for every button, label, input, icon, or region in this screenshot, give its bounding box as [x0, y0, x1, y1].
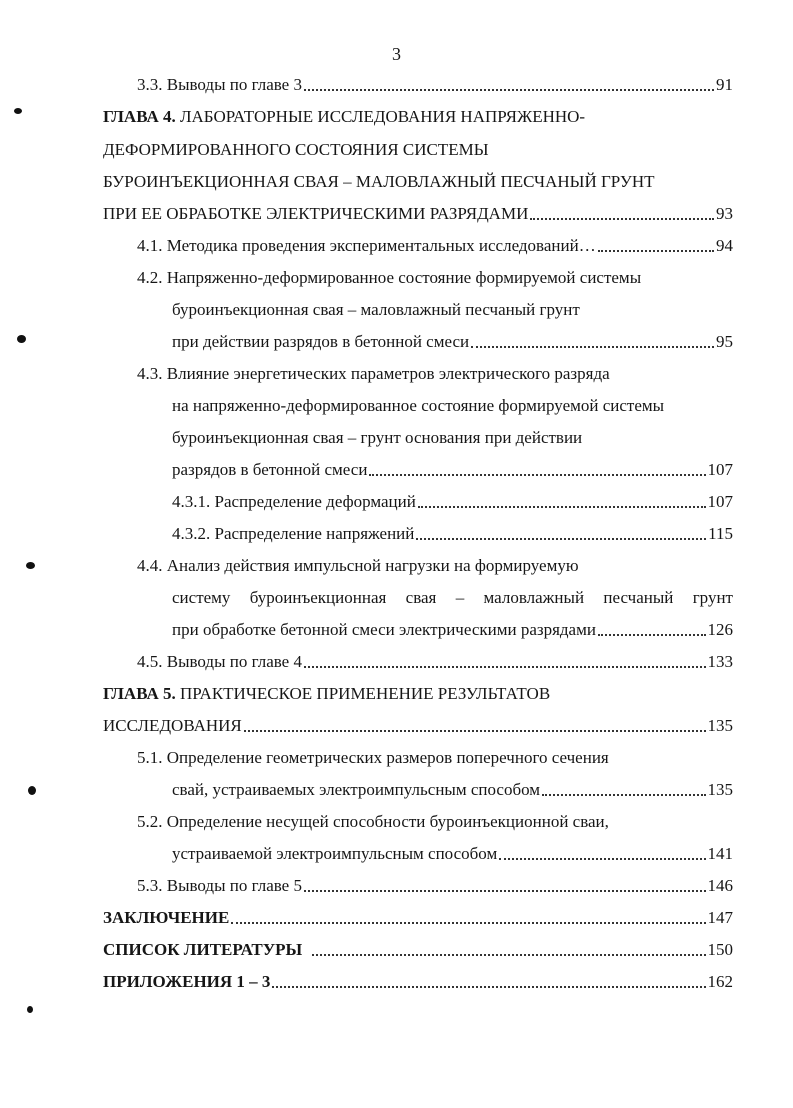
- dot-leader: [312, 954, 705, 956]
- toc-entry-4-3-2[interactable]: [172, 521, 733, 547]
- toc-entry-appendices[interactable]: [103, 969, 733, 995]
- toc-page-number: 150: [707, 940, 733, 959]
- toc-entry-title: устраиваемой электроимпульсным способом: [172, 844, 498, 863]
- toc-page-number: 133: [707, 652, 733, 671]
- chapter-label: ГЛАВА 4.: [103, 107, 176, 126]
- toc-entry-references[interactable]: [103, 937, 733, 963]
- toc-page-number: 91: [716, 75, 733, 94]
- dot-leader: [304, 666, 706, 668]
- toc-entry-title: ЗАКЛЮЧЕНИЕ: [103, 908, 230, 927]
- toc-entry-4-2-line-2: буроинъекционная свая – маловлажный песчаный грунт: [172, 300, 580, 319]
- toc-entry-4-4-line-3[interactable]: [172, 617, 733, 643]
- toc-entry-4-2-line-3[interactable]: [172, 329, 733, 355]
- scan-speck: [17, 335, 26, 343]
- toc-entry-title: 4.3.1. Распределение деформаций: [172, 492, 416, 511]
- toc-entry-5-2-line-2[interactable]: [172, 841, 733, 867]
- toc-entry-title: разрядов в бетонной смеси: [172, 460, 368, 479]
- chapter-title: ПРАКТИЧЕСКОЕ ПРИМЕНЕНИЕ РЕЗУЛЬТАТОВ: [175, 684, 551, 703]
- dot-leader: [598, 634, 706, 636]
- toc-chapter-4-line-4[interactable]: [103, 201, 733, 227]
- toc-page-number: 94: [716, 236, 733, 255]
- toc-entry-5-1-line-1[interactable]: 5.1. Определение геометрических размеров поперечного сечения: [137, 748, 609, 767]
- toc-page-number: 135: [707, 780, 733, 799]
- toc-entry-title: ИССЛЕДОВАНИЯ: [103, 716, 242, 735]
- toc-entry-title: ПРИЛОЖЕНИЯ 1 – 3: [103, 972, 271, 991]
- toc-entry-4-3-line-2: на напряженно-деформированное состояние формируемой системы: [172, 396, 665, 415]
- toc-entry-title: при действии разрядов в бетонной смеси: [172, 332, 470, 351]
- dot-leader: [499, 858, 705, 860]
- toc-entry-title: 4.5. Выводы по главе 4: [137, 652, 302, 671]
- toc-page-number: 107: [707, 492, 733, 511]
- scan-speck: [27, 1006, 33, 1013]
- toc-page-number: 135: [707, 716, 733, 735]
- dot-leader: [542, 794, 705, 796]
- page-number: 3: [392, 44, 401, 64]
- toc-page-number: 93: [716, 204, 733, 223]
- toc-page-number: 95: [716, 332, 733, 351]
- chapter-title: ЛАБОРАТОРНЫЕ ИССЛЕДОВАНИЯ НАПРЯЖЕННО-: [175, 107, 586, 126]
- toc-entry-4-3-line-3: буроинъекционная свая – грунт основания при действии: [172, 428, 583, 447]
- toc-chapter-4-line-1[interactable]: [103, 104, 585, 130]
- scan-speck: [14, 108, 22, 114]
- toc-entry-title: 5.3. Выводы по главе 5: [137, 876, 302, 895]
- dot-leader: [416, 538, 706, 540]
- toc-entry-title: 4.3.2. Распределение напряжений: [172, 524, 415, 543]
- toc-page-number: 126: [707, 620, 733, 639]
- chapter-label: ГЛАВА 5.: [103, 684, 176, 703]
- toc-page-number: 115: [708, 524, 733, 543]
- toc-page-number: 107: [707, 460, 733, 479]
- toc-entry-conclusion[interactable]: [103, 905, 733, 931]
- toc-entry-3-3[interactable]: [137, 72, 733, 98]
- toc-entry-4-2-line-1[interactable]: 4.2. Напряженно-деформированное состояние формируемой системы: [137, 268, 642, 287]
- toc-entry-4-4-line-2: систему буроинъекционная свая – маловлажный песчаный грунт: [172, 588, 733, 607]
- toc-chapter-5-line-1[interactable]: [103, 681, 550, 707]
- toc-entry-title: 4.1. Методика проведения экспериментальных исследований…: [137, 236, 596, 255]
- toc-entry-5-2-line-1[interactable]: 5.2. Определение несущей способности буроинъекционной сваи,: [137, 812, 609, 831]
- toc-entry-4-5[interactable]: [137, 649, 733, 675]
- dot-leader: [418, 506, 706, 508]
- toc-entry-4-3-line-1[interactable]: 4.3. Влияние энергетических параметров электрического разряда: [137, 364, 610, 383]
- toc-page-number: 147: [707, 908, 733, 927]
- dot-leader: [598, 250, 714, 252]
- dot-leader: [231, 922, 705, 924]
- toc-page-number: 141: [707, 844, 733, 863]
- toc-entry-4-3-1[interactable]: [172, 489, 733, 515]
- dot-leader: [369, 474, 705, 476]
- toc-entry-title: при обработке бетонной смеси электрическими разрядами: [172, 620, 596, 639]
- dot-leader: [471, 346, 714, 348]
- toc-chapter-4-line-2: ДЕФОРМИРОВАННОГО СОСТОЯНИЯ СИСТЕМЫ: [103, 140, 489, 159]
- toc-page-number: 146: [707, 876, 733, 895]
- toc-entry-4-4-line-1[interactable]: 4.4. Анализ действия импульсной нагрузки на формируемую: [137, 556, 579, 575]
- toc-entry-4-1[interactable]: [137, 233, 733, 259]
- toc-entry-title: ПРИ ЕЕ ОБРАБОТКЕ ЭЛЕКТРИЧЕСКИМИ РАЗРЯДАМИ: [103, 204, 529, 223]
- dot-leader: [244, 730, 706, 732]
- dot-leader: [304, 890, 706, 892]
- toc-chapter-4-line-3: БУРОИНЪЕКЦИОННАЯ СВАЯ – МАЛОВЛАЖНЫЙ ПЕСЧАНЫЙ ГРУНТ: [103, 172, 655, 191]
- toc-entry-title: свай, устраиваемых электроимпульсным способом: [172, 780, 541, 799]
- scan-speck: [28, 786, 36, 795]
- dot-leader: [530, 218, 714, 220]
- toc-entry-5-3[interactable]: [137, 873, 733, 899]
- toc-entry-4-3-line-4[interactable]: [172, 457, 733, 483]
- dot-leader: [272, 986, 705, 988]
- dot-leader: [304, 89, 714, 91]
- toc-entry-title: 3.3. Выводы по главе 3: [137, 75, 302, 94]
- scan-speck: [26, 562, 35, 569]
- toc-entry-title: СПИСОК ЛИТЕРАТУРЫ: [103, 940, 303, 959]
- toc-entry-5-1-line-2[interactable]: [172, 777, 733, 803]
- toc-chapter-5-line-2[interactable]: [103, 713, 733, 739]
- toc-page-number: 162: [707, 972, 733, 991]
